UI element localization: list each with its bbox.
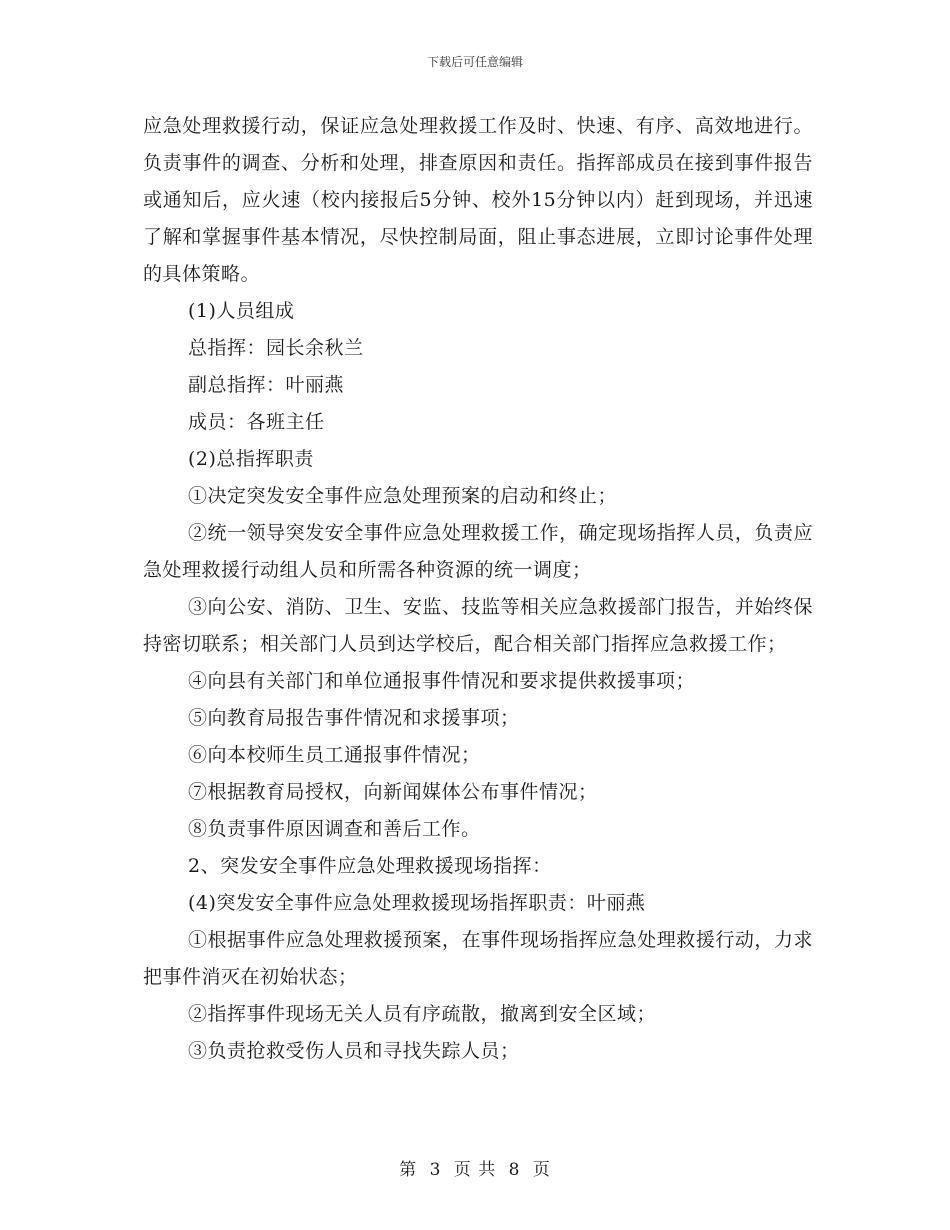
paragraph-deputy-commander: 副总指挥：叶丽燕 <box>188 374 345 396</box>
footer-prefix: 第 <box>399 1160 418 1180</box>
paragraph-onsite-duty-3: ③负责抢救受伤人员和寻找失踪人员； <box>188 1040 520 1062</box>
paragraph-onsite-duty-2: ②指挥事件现场无关人员有序疏散，撤离到安全区域； <box>188 1003 657 1025</box>
footer-current-page: 3 <box>429 1160 442 1180</box>
footer-total-pages: 8 <box>508 1160 521 1180</box>
paragraph-section-onsite-duties: (4)突发安全事件应急处理救援现场指挥职责：叶丽燕 <box>188 892 646 914</box>
paragraph-duty-7: ⑦根据教育局授权，向新闻媒体公布事件情况； <box>188 781 598 803</box>
paragraph-duty-5: ⑤向教育局报告事件情况和求援事项； <box>188 707 520 729</box>
paragraph-commander: 总指挥：园长余秋兰 <box>188 337 364 359</box>
paragraph-duty-8: ⑧负责事件原因调查和善后工作。 <box>188 818 481 840</box>
paragraph-section-onsite: 2、突发安全事件应急处理救援现场指挥： <box>188 855 552 877</box>
paragraph-intro: 应急处理救援行动，保证应急处理救援工作及时、快速、有序、高效地进行。负责事件的调查、分析和处理，排查原因和责任。指挥部成员在接到事件报告或通知后，应火速（校内接报后5分钟、校外15分钟以内）赶到现场，并迅速了解和掌握事件基本情况，尽快控制局面，阻止事态进展，立即讨论事件处理的具体策略。 <box>143 115 813 285</box>
document-body <box>143 108 813 1070</box>
paragraph-duty-3: ③向公安、消防、卫生、安监、技监等相关应急救援部门报告，并始终保持密切联系；相关部门人员到达学校后，配合相关部门指挥应急救援工作； <box>143 596 813 655</box>
paragraph-duty-6: ⑥向本校师生员工通报事件情况； <box>188 744 481 766</box>
paragraph-duty-1: ①决定突发安全事件应急处理预案的启动和终止； <box>188 485 618 507</box>
paragraph-section-personnel: (1)人员组成 <box>188 300 295 322</box>
footer-suffix: 页 <box>532 1160 551 1180</box>
page-header: 下载后可任意编辑 <box>426 55 523 69</box>
paragraph-section-duties: (2)总指挥职责 <box>188 448 314 470</box>
footer-middle: 页 共 <box>453 1160 497 1180</box>
paragraph-duty-4: ④向县有关部门和单位通报事件情况和要求提供救援事项； <box>188 670 696 692</box>
paragraph-onsite-duty-1: ①根据事件应急处理救援预案，在事件现场指挥应急处理救援行动，力求把事件消灭在初始状态； <box>143 929 813 988</box>
paragraph-members: 成员：各班主任 <box>188 411 325 433</box>
paragraph-duty-2: ②统一领导突发安全事件应急处理救援工作，确定现场指挥人员，负责应急处理救援行动组人员和所需各种资源的统一调度； <box>143 522 813 581</box>
page-footer <box>0 1155 950 1180</box>
